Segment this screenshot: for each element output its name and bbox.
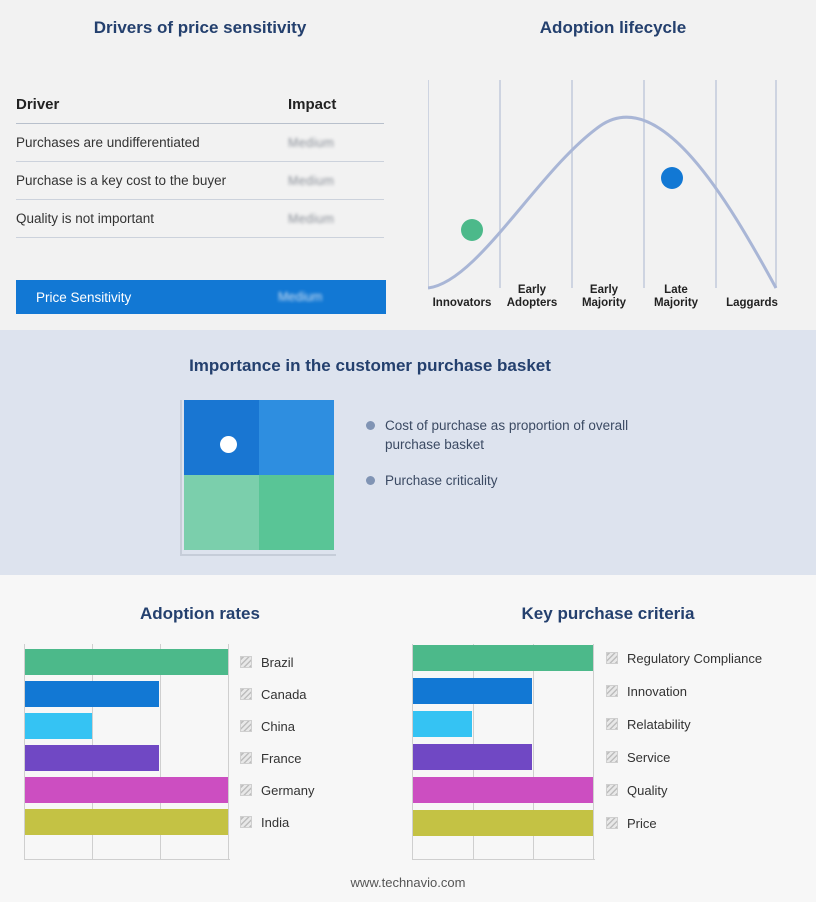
driver-impact: Medium: [282, 124, 384, 162]
list-item: [366, 416, 666, 454]
list-item: [240, 713, 295, 739]
importance-title: Importance in the customer purchase basket: [189, 356, 551, 375]
key-purchase-criteria-panel: [400, 592, 816, 892]
bullet-icon: [366, 421, 375, 430]
category-label: Germany: [261, 782, 315, 798]
list-item: [606, 645, 762, 671]
pattern-swatch-icon: [606, 685, 618, 697]
bar: [25, 777, 228, 803]
quadrant-grid: [184, 400, 334, 550]
drivers-of-price-sensitivity-panel: [0, 8, 400, 318]
category-label: France: [261, 750, 302, 766]
list-item: [606, 744, 670, 770]
stage-label-innovators: Innovators: [432, 297, 492, 309]
quadrant-chart: [180, 400, 336, 556]
adoption-rates-title: Adoption rates: [140, 604, 260, 623]
importance-in-purchase-basket-panel: [0, 338, 816, 573]
list-item: [606, 810, 657, 836]
gridline: [228, 644, 229, 859]
quadrant-marker-dot: [220, 436, 237, 453]
bar: [413, 744, 532, 770]
category-label: Brazil: [261, 654, 294, 670]
category-label: Quality: [627, 782, 668, 798]
driver-name: Purchase is a key cost to the buyer: [16, 162, 282, 200]
drivers-table: [16, 90, 384, 238]
category-label: Innovation: [627, 683, 687, 699]
importance-legend: [366, 416, 666, 507]
pattern-swatch-icon: [240, 688, 252, 700]
marker-innovators: [461, 219, 483, 241]
quadrant-bottom-right: [259, 475, 334, 550]
list-item: [240, 809, 289, 835]
legend-label: Purchase criticality: [385, 473, 498, 488]
pattern-swatch-icon: [606, 718, 618, 730]
price-sensitivity-label: Price Sensitivity: [36, 289, 132, 305]
marker-late-majority: [661, 167, 683, 189]
driver-name: Purchases are undifferentiated: [16, 124, 282, 162]
pattern-swatch-icon: [606, 784, 618, 796]
adoption-plot-area: [24, 644, 230, 860]
list-item: [606, 711, 691, 737]
driver-name: Quality is not important: [16, 200, 282, 238]
pattern-swatch-icon: [240, 752, 252, 764]
criteria-plot-area: [412, 644, 595, 860]
category-label: Canada: [261, 686, 307, 702]
table-header-row: [16, 90, 384, 124]
column-header-impact: Impact: [282, 90, 384, 124]
pattern-swatch-icon: [606, 751, 618, 763]
bullet-icon: [366, 476, 375, 485]
pattern-swatch-icon: [240, 784, 252, 796]
price-sensitivity-value: Medium: [278, 290, 323, 304]
list-item: [606, 777, 667, 803]
category-label: Service: [627, 749, 671, 765]
driver-impact: Medium: [282, 200, 384, 238]
bar: [25, 809, 228, 835]
footer-url: www.technavio.com: [350, 875, 466, 890]
bar: [413, 777, 593, 803]
table-row: [16, 200, 384, 238]
list-item: [240, 681, 307, 707]
bar: [25, 713, 92, 739]
key-purchase-criteria-chart: [412, 644, 804, 859]
bar: [25, 681, 159, 707]
category-label: Relatability: [627, 716, 691, 732]
list-item: [606, 678, 687, 704]
criteria-category-labels: [606, 644, 806, 859]
adoption-category-labels: [240, 644, 390, 859]
list-item: [240, 777, 314, 803]
legend-label: Cost of purchase as proportion of overall purchase basket: [385, 418, 629, 452]
category-label: Regulatory Compliance: [627, 650, 763, 666]
pattern-swatch-icon: [240, 720, 252, 732]
table-row: [16, 162, 384, 200]
lifecycle-chart: [428, 70, 800, 310]
bar: [413, 645, 593, 671]
bar: [413, 711, 472, 737]
bar: [25, 745, 159, 771]
bar: [25, 649, 228, 675]
adoption-rates-panel: [0, 592, 400, 892]
stage-label-early-adopters: Early Adopters: [506, 284, 558, 309]
quadrant-top-right: [259, 400, 334, 475]
lifecycle-curve-svg: [428, 70, 800, 310]
adoption-lifecycle-panel: [410, 8, 816, 318]
gridline: [593, 644, 594, 859]
pattern-swatch-icon: [240, 656, 252, 668]
category-label: India: [261, 814, 290, 830]
key-purchase-criteria-title: Key purchase criteria: [521, 604, 695, 623]
category-label: Price: [627, 815, 657, 831]
stage-label-late-majority: Late Majority: [653, 284, 699, 309]
quadrant-bottom-left: [184, 475, 259, 550]
stage-label-early-majority: Early Majority: [581, 284, 627, 309]
bar: [413, 678, 532, 704]
category-label: China: [261, 718, 295, 734]
bar: [413, 810, 593, 836]
list-item: [240, 649, 294, 675]
pattern-swatch-icon: [606, 817, 618, 829]
list-item: [240, 745, 301, 771]
drivers-title: Drivers of price sensitivity: [93, 18, 307, 37]
price-sensitivity-summary-row: [16, 280, 386, 314]
driver-impact: Medium: [282, 162, 384, 200]
pattern-swatch-icon: [240, 816, 252, 828]
pattern-swatch-icon: [606, 652, 618, 664]
adoption-rates-chart: [24, 644, 384, 859]
table-row: [16, 124, 384, 162]
column-header-driver: Driver: [16, 90, 282, 124]
stage-label-laggards: Laggards: [726, 297, 778, 309]
list-item: [366, 471, 666, 490]
lifecycle-title: Adoption lifecycle: [539, 18, 687, 37]
